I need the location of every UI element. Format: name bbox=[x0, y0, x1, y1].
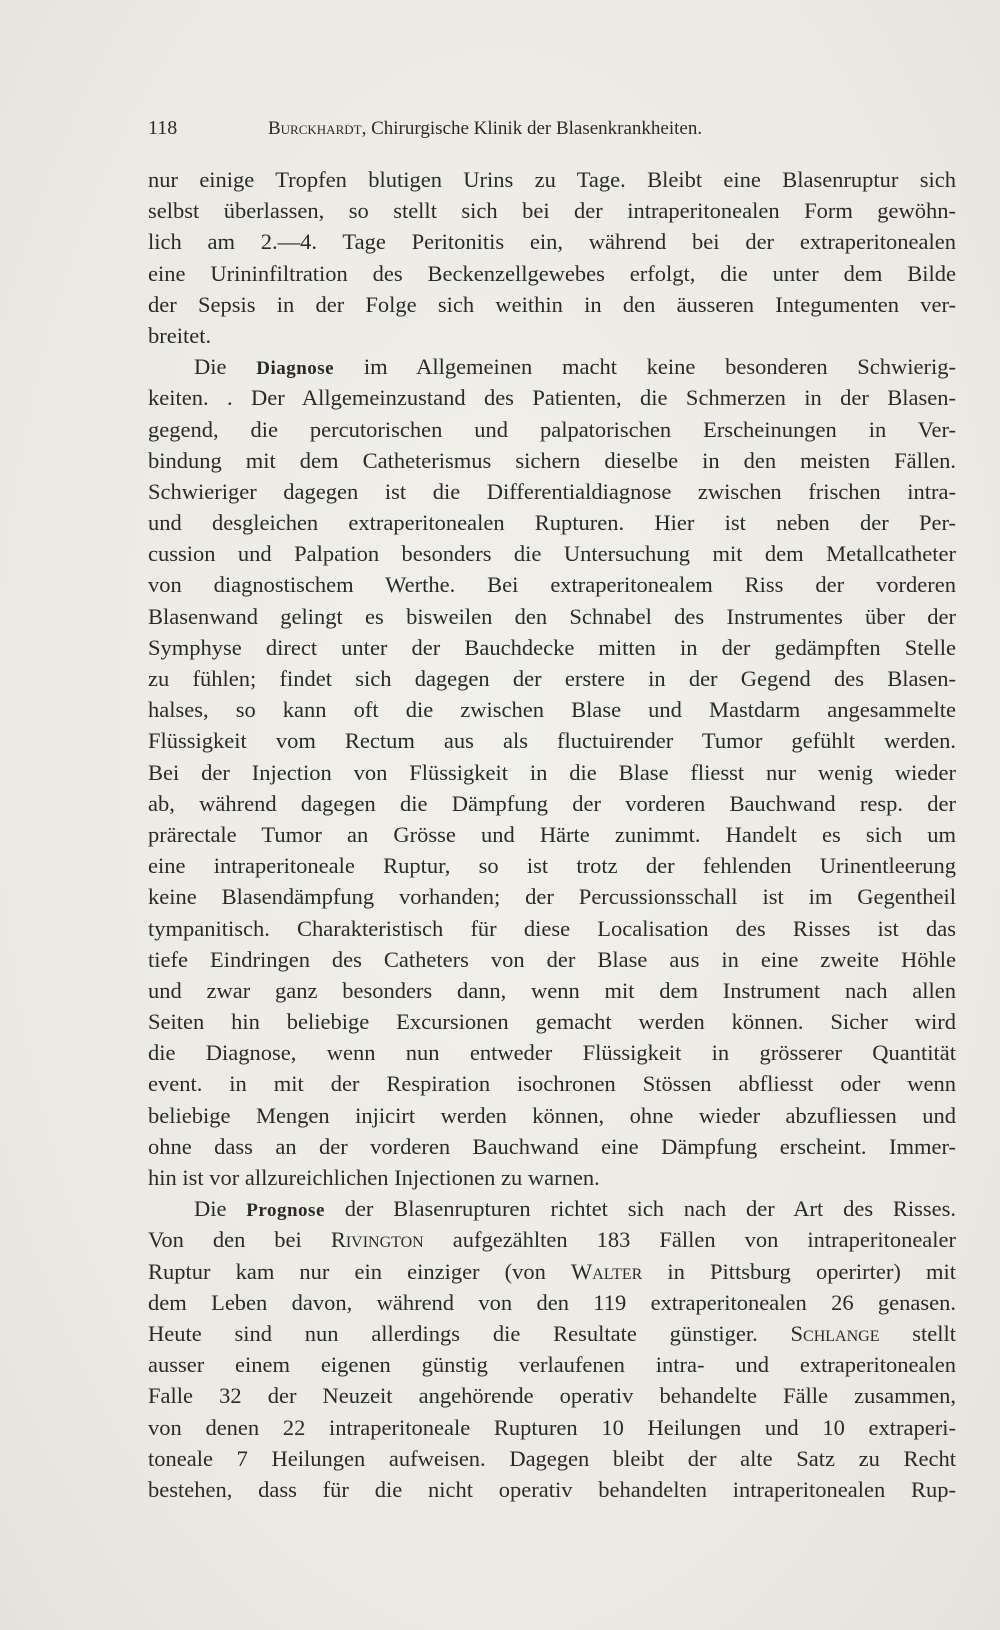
text-line: eine intraperitoneale Ruptur, so ist trotz der fehlenden Urinentleerung bbox=[148, 853, 956, 879]
text-line: ab, während dagegen die Dämpfung der vorderen Bauchwand resp. der bbox=[148, 790, 956, 816]
body-text bbox=[148, 164, 956, 1505]
text-line: gegend, die percutorischen und palpatorischen Erscheinungen in Ver- bbox=[148, 416, 956, 442]
text-line bbox=[148, 351, 956, 382]
text-line: Falle 32 der Neuzeit angehörende operativ behandelte Fälle zusammen, bbox=[148, 1383, 956, 1409]
text-line: halses, so kann oft die zwischen Blase und Mastdarm angesammelte bbox=[148, 697, 956, 723]
text-line bbox=[148, 1318, 956, 1349]
text-line: toneale 7 Heilungen aufweisen. Dagegen bleibt der alte Satz zu Recht bbox=[148, 1445, 956, 1471]
running-header bbox=[148, 117, 828, 140]
text-line: Seiten hin beliebige Excursionen gemacht werden können. Sicher wird bbox=[148, 1009, 956, 1035]
text-line: von diagnostischem Werthe. Bei extraperitonealem Riss der vorderen bbox=[148, 572, 956, 598]
author-walter: Walter bbox=[570, 1258, 643, 1284]
term-diagnose: Diagnose bbox=[256, 358, 335, 380]
text-line: Bei der Injection von Flüssigkeit in die Blase fliesst nur wenig wieder bbox=[148, 759, 956, 785]
line-rest: der Blasenrupturen richtet sich nach der Art des Risses. bbox=[344, 1196, 957, 1222]
text-line: bestehen, dass für die nicht operativ behandelten intraperitonealen Rup- bbox=[148, 1476, 956, 1502]
author-rivington: Rivington bbox=[330, 1227, 424, 1253]
line-part: aufgezählten 183 Fällen von intraperitonealer bbox=[452, 1227, 957, 1253]
text-line bbox=[148, 1256, 956, 1287]
text-line: die Diagnose, wenn nun entweder Flüssigkeit in grösserer Quantität bbox=[148, 1040, 956, 1066]
line-rest: im Allgemeinen macht keine besonderen Schwierig- bbox=[363, 354, 957, 380]
text-line: breitet. bbox=[148, 322, 212, 348]
text-line: Schwieriger dagegen ist die Differentialdiagnose zwischen frischen intra- bbox=[148, 478, 956, 504]
text-line: beliebige Mengen injicirt werden können, ohne wieder abzufliessen und bbox=[148, 1102, 956, 1128]
text-line: und zwar ganz besonders dann, wenn mit dem Instrument nach allen bbox=[148, 977, 956, 1003]
line-part: Heute sind nun allerdings die Resultate günstiger. bbox=[148, 1320, 758, 1346]
book-title: , Chirurgische Klinik der Blasenkrankheiten. bbox=[361, 118, 703, 139]
text-line: ohne dass an der vorderen Bauchwand eine Dämpfung erscheint. Immer- bbox=[148, 1133, 956, 1159]
line-part: Ruptur kam nur ein einziger (von bbox=[148, 1258, 546, 1284]
paragraph-start: Die bbox=[194, 1196, 227, 1222]
text-line: tiefe Eindringen des Catheters von der Blase aus in eine zweite Höhle bbox=[148, 946, 956, 972]
line-part: stellt bbox=[912, 1320, 956, 1346]
text-line bbox=[148, 1224, 956, 1255]
text-line bbox=[148, 1193, 956, 1224]
text-line: bindung mit dem Catheterismus sichern dieselbe in den meisten Fällen. bbox=[148, 447, 956, 473]
text-line: Flüssigkeit vom Rectum aus als fluctuirender Tumor gefühlt werden. bbox=[148, 728, 956, 754]
text-line: hin ist vor allzureichlichen Injectionen zu warnen. bbox=[148, 1165, 600, 1190]
text-line: lich am 2.—4. Tage Peritonitis ein, während bei der extraperitonealen bbox=[148, 229, 956, 255]
page-number: 118 bbox=[148, 117, 178, 139]
author-name: Burckhardt bbox=[268, 118, 362, 139]
term-prognose: Prognose bbox=[246, 1200, 325, 1222]
paragraph-start: Die bbox=[194, 354, 227, 380]
text-line: keine Blasendämpfung vorhanden; der Percussionsschall ist im Gegentheil bbox=[148, 884, 956, 910]
text-line: eine Urininfiltration des Beckenzellgewebes erfolgt, die unter dem Bilde bbox=[148, 260, 956, 286]
text-line: von denen 22 intraperitoneale Rupturen 10 Heilungen und 10 extraperi- bbox=[148, 1414, 956, 1440]
text-line: dem Leben davon, während von den 119 extraperitonealen 26 genasen. bbox=[148, 1289, 956, 1315]
text-line: keiten. . Der Allgemeinzustand des Patienten, die Schmerzen in der Blasen- bbox=[148, 385, 956, 411]
text-line: event. in mit der Respiration isochronen Stössen abfliesst oder wenn bbox=[148, 1071, 956, 1097]
text-line: tympanitisch. Charakteristisch für diese Localisation des Risses ist das bbox=[148, 915, 956, 941]
line-part: in Pittsburg operirter) mit bbox=[667, 1258, 956, 1284]
text-line: nur einige Tropfen blutigen Urins zu Tage. Bleibt eine Blasenruptur sich bbox=[148, 167, 956, 192]
text-line: selbst überlassen, so stellt sich bei der intraperitonealen Form gewöhn- bbox=[148, 198, 956, 224]
text-line: prärectale Tumor an Grösse und Härte zunimmt. Handelt es sich um bbox=[148, 821, 956, 847]
text-line: cussion und Palpation besonders die Untersuchung mit dem Metallcatheter bbox=[148, 541, 956, 567]
running-title bbox=[268, 118, 702, 139]
text-line: Symphyse direct unter der Bauchdecke mitten in der gedämpften Stelle bbox=[148, 634, 956, 660]
text-line: der Sepsis in der Folge sich weithin in den äusseren Integumenten ver- bbox=[148, 291, 956, 317]
text-line: und desgleichen extraperitonealen Rupturen. Hier ist neben der Per- bbox=[148, 510, 956, 536]
text-line: zu fühlen; findet sich dagegen der erstere in der Gegend des Blasen- bbox=[148, 666, 956, 691]
text-line: Blasenwand gelingt es bisweilen den Schnabel des Instrumentes über der bbox=[148, 603, 956, 629]
line-part: Von den bei bbox=[148, 1227, 302, 1253]
author-schlange: Schlange bbox=[790, 1320, 880, 1346]
text-line: ausser einem eigenen günstig verlaufenen intra- und extraperitonealen bbox=[148, 1352, 956, 1378]
